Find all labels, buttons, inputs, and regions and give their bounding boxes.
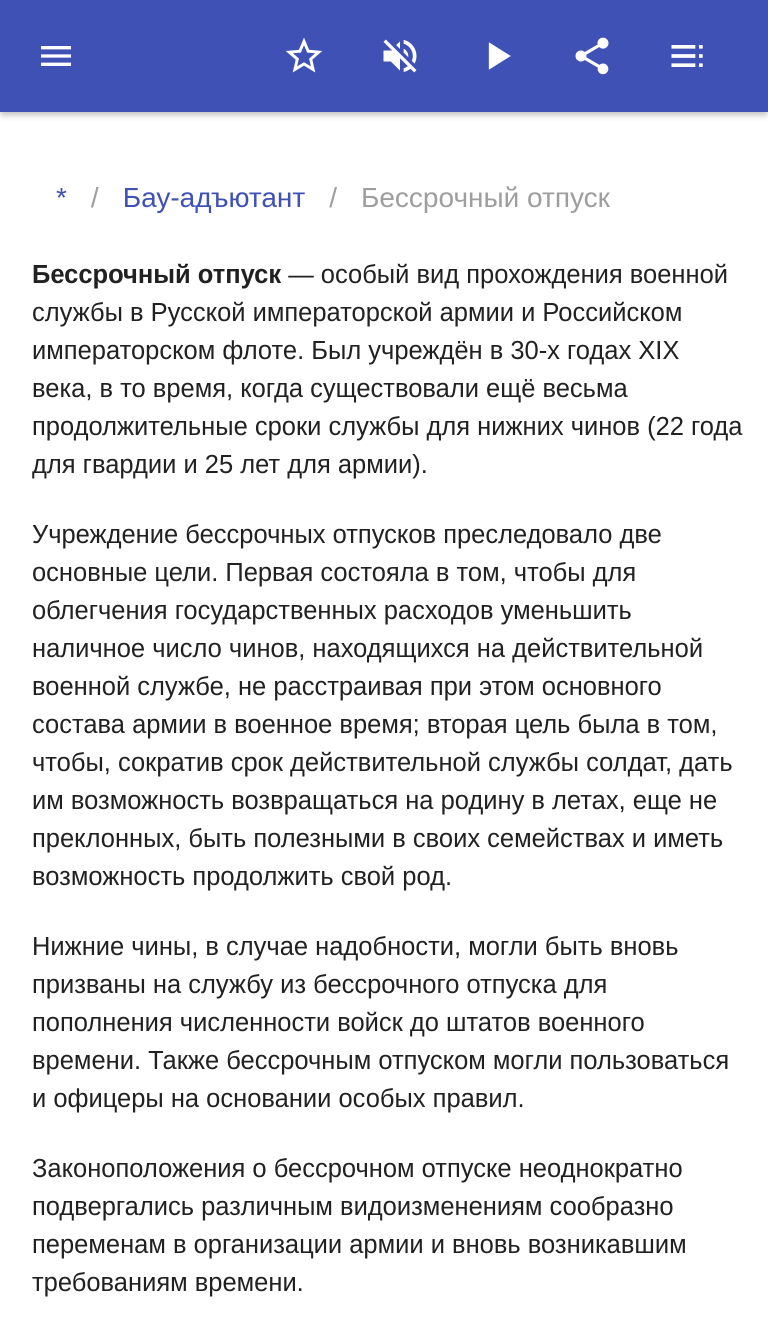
article-body bbox=[32, 256, 744, 1334]
article-term: Бессрочный отпуск bbox=[32, 261, 282, 289]
app-toolbar bbox=[0, 0, 768, 112]
menu-icon bbox=[36, 36, 76, 76]
article-paragraph: Учреждение бессрочных отпусков преследовало две основные цели. Первая состояла в том, чтобы для облегчения государственных расходов уменьшить наличное число чинов, находящихся на действительной военной службе, не расстраивая при этом основного состава армии в военное время; вторая цель была в том, чтобы, сократив срок действительной службы солдат, дать им возможность возвращаться на родину в летах, еще не преклонных, быть полезными в своих семействах и иметь возможность продолжить свой род. bbox=[32, 521, 733, 891]
breadcrumb-current: Бессрочный отпуск bbox=[360, 182, 610, 213]
article-paragraph bbox=[32, 256, 744, 484]
list-icon bbox=[666, 34, 710, 78]
share-icon bbox=[570, 34, 614, 78]
favorite-button[interactable] bbox=[276, 28, 332, 84]
star-outline-icon bbox=[282, 34, 326, 78]
breadcrumb-parent-link[interactable]: Бау-адъютант bbox=[122, 182, 306, 213]
menu-button[interactable] bbox=[28, 28, 84, 84]
article-view[interactable] bbox=[0, 112, 768, 1297]
breadcrumb bbox=[56, 180, 610, 216]
play-button[interactable] bbox=[470, 28, 526, 84]
breadcrumb-separator: / bbox=[90, 182, 99, 213]
share-button[interactable] bbox=[564, 28, 620, 84]
article-paragraph: Нижние чины, в случае надобности, могли быть вновь призваны на службу из бессрочного отпуска для пополнения численности войск до штатов военного времени. Также бессрочным отпуском могли пользоваться и офицеры на основании особых правил. bbox=[32, 933, 730, 1113]
article-paragraph: Законоположения о бессрочном отпуске неоднократно подвергались различным видоизменениям сообразно переменам в организации армии и вновь возникавшим требованиям времени. bbox=[32, 1155, 687, 1297]
contents-button[interactable] bbox=[660, 28, 716, 84]
breadcrumb-separator: / bbox=[329, 182, 337, 213]
sound-toggle-button[interactable] bbox=[372, 28, 428, 84]
breadcrumb-root-link[interactable]: * bbox=[56, 182, 67, 213]
article-paragraph-text: — особый вид прохождения военной службы в Русской императорской армии и Российском императорском флоте. Был учреждён в 30-х годах XIX века, в то время, когда существовали ещё весьма продолжительные сроки службы для нижних чинов (22 года для гвардии и 25 лет для армии). bbox=[32, 261, 743, 479]
volume-off-icon bbox=[378, 34, 422, 78]
play-icon bbox=[476, 34, 520, 78]
